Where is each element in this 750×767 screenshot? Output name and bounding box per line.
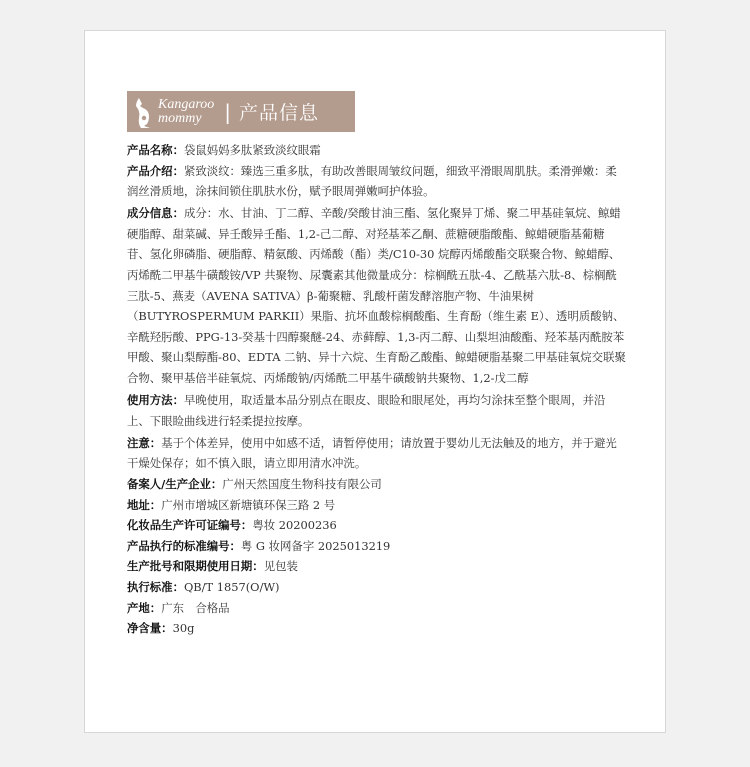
- field-label: 产品介绍：: [127, 163, 184, 178]
- field-value: 见包装: [263, 559, 298, 574]
- field-label: 产品名称：: [127, 143, 184, 157]
- field-label: 净含量：: [127, 621, 173, 636]
- field-caution: [127, 433, 627, 474]
- brand-line-1: Kangaroo: [158, 96, 215, 112]
- field-usage: [127, 390, 627, 431]
- field-product-intro: [127, 161, 627, 202]
- field-label: 执行标准：: [127, 579, 184, 594]
- field-value: 袋鼠妈妈多肽紧致淡纹眼霜: [183, 143, 321, 157]
- field-label: 使用方法：: [127, 393, 184, 408]
- product-info-header: [127, 91, 355, 132]
- field-label: 地址：: [127, 497, 162, 512]
- header-title: 产品信息: [239, 102, 320, 124]
- field-value: 广州市增城区新塘镇环保三路 2 号: [161, 497, 336, 512]
- field-ingredients: [127, 203, 627, 388]
- field-address: [127, 495, 627, 516]
- field-label: 成分信息：: [127, 206, 184, 221]
- field-value: 广东 合格品: [161, 600, 230, 615]
- field-value: 粤 G 妆网备字 2025013219: [240, 538, 391, 553]
- product-info-body: [127, 140, 627, 639]
- field-license-number: [127, 515, 627, 536]
- field-label: 产品执行的标准编号：: [127, 538, 241, 553]
- header-separator: |: [224, 99, 232, 124]
- field-standard-number: [127, 536, 627, 557]
- field-value: 成分：水、甘油、丁二醇、辛酸/癸酸甘油三酯、氢化聚异丁烯、聚二甲基硅氧烷、鲸蜡硬脂醇、甜菜碱、异壬酸异壬酯、1,2-己二醇、对羟基苯乙酮、蔗糖硬脂酸酯、鲸蜡硬脂基葡糖苷、氢化卵磷脂、硬脂醇、精氨酸、丙烯酸（酯）类/C10-30 烷醇丙烯酸酯交联聚合物、鲸蜡醇、丙烯酰二甲基牛磺酸铵/VP 共聚物、尿囊素其他微量成分：棕榈酰五肽-4、乙酰基六肽-8、棕榈酰三肽-5、燕麦（AVENA SATIVA）β-葡聚糖、乳酸杆菌发酵溶胞产物、牛油果树（BUTYROSPERMUM PARKII）果脂、抗坏血酸棕榈酸酯、生育酚（维生素 E）、透明质酸钠、辛酰羟肟酸、PPG-13-癸基十四醇聚醚-24、赤藓醇、1,3-丙二醇、山梨坦油酸酯、羟苯基丙酰胺苯甲酸、聚山梨醇酯-80、EDTA 二钠、异十六烷、生育酚乙酸酯、鲸蜡硬脂基聚二甲基硅氧烷交联聚合物、聚甲基倍半硅氧烷、丙烯酸钠/丙烯酰二甲基牛磺酸钠共聚物、1,2-戊二醇: [127, 206, 626, 386]
- field-label: 注意：: [127, 435, 162, 450]
- field-net-content: [127, 618, 627, 639]
- field-label: 生产批号和限期使用日期：: [127, 559, 264, 574]
- field-value: 广州天然国度生物科技有限公司: [222, 477, 382, 491]
- field-value: 基于个体差异，使用中如感不适，请暂停使用；请放置于婴幼儿无法触及的地方，并于避光干燥处保存；如不慎入眼，请立即用清水冲洗。: [127, 435, 617, 471]
- field-origin: [127, 598, 627, 619]
- field-label: 产地：: [127, 600, 162, 615]
- field-label: 备案人/生产企业：: [127, 477, 223, 491]
- field-manufacturer: [127, 474, 627, 495]
- field-value: 30g: [172, 621, 195, 636]
- field-exec-standard: [127, 577, 627, 598]
- field-batch-expiry: [127, 556, 627, 577]
- field-value: QB/T 1857(O/W): [183, 579, 280, 594]
- brand-line-2: mommy: [158, 110, 202, 126]
- kangaroo-logo-icon: [133, 94, 155, 130]
- field-value: 紧致淡纹：臻选三重多肽，有助改善眼周皱纹问题，细致平滑眼周肌肤。柔滑弹嫩：柔润丝滑质地，涂抹间锁住肌肤水份，赋予眼周弹嫩呵护体验。: [127, 163, 617, 199]
- brand-wordmark: [158, 98, 214, 126]
- field-label: 化妆品生产许可证编号：: [127, 518, 253, 533]
- field-value: 粤妆 20200236: [252, 518, 337, 533]
- field-product-name: [127, 140, 627, 161]
- field-value: 早晚使用，取适量本品分别点在眼皮、眼睑和眼尾处，再均匀涂抹至整个眼周，并沿上、下眼睑曲线进行轻柔提拉按摩。: [127, 393, 606, 428]
